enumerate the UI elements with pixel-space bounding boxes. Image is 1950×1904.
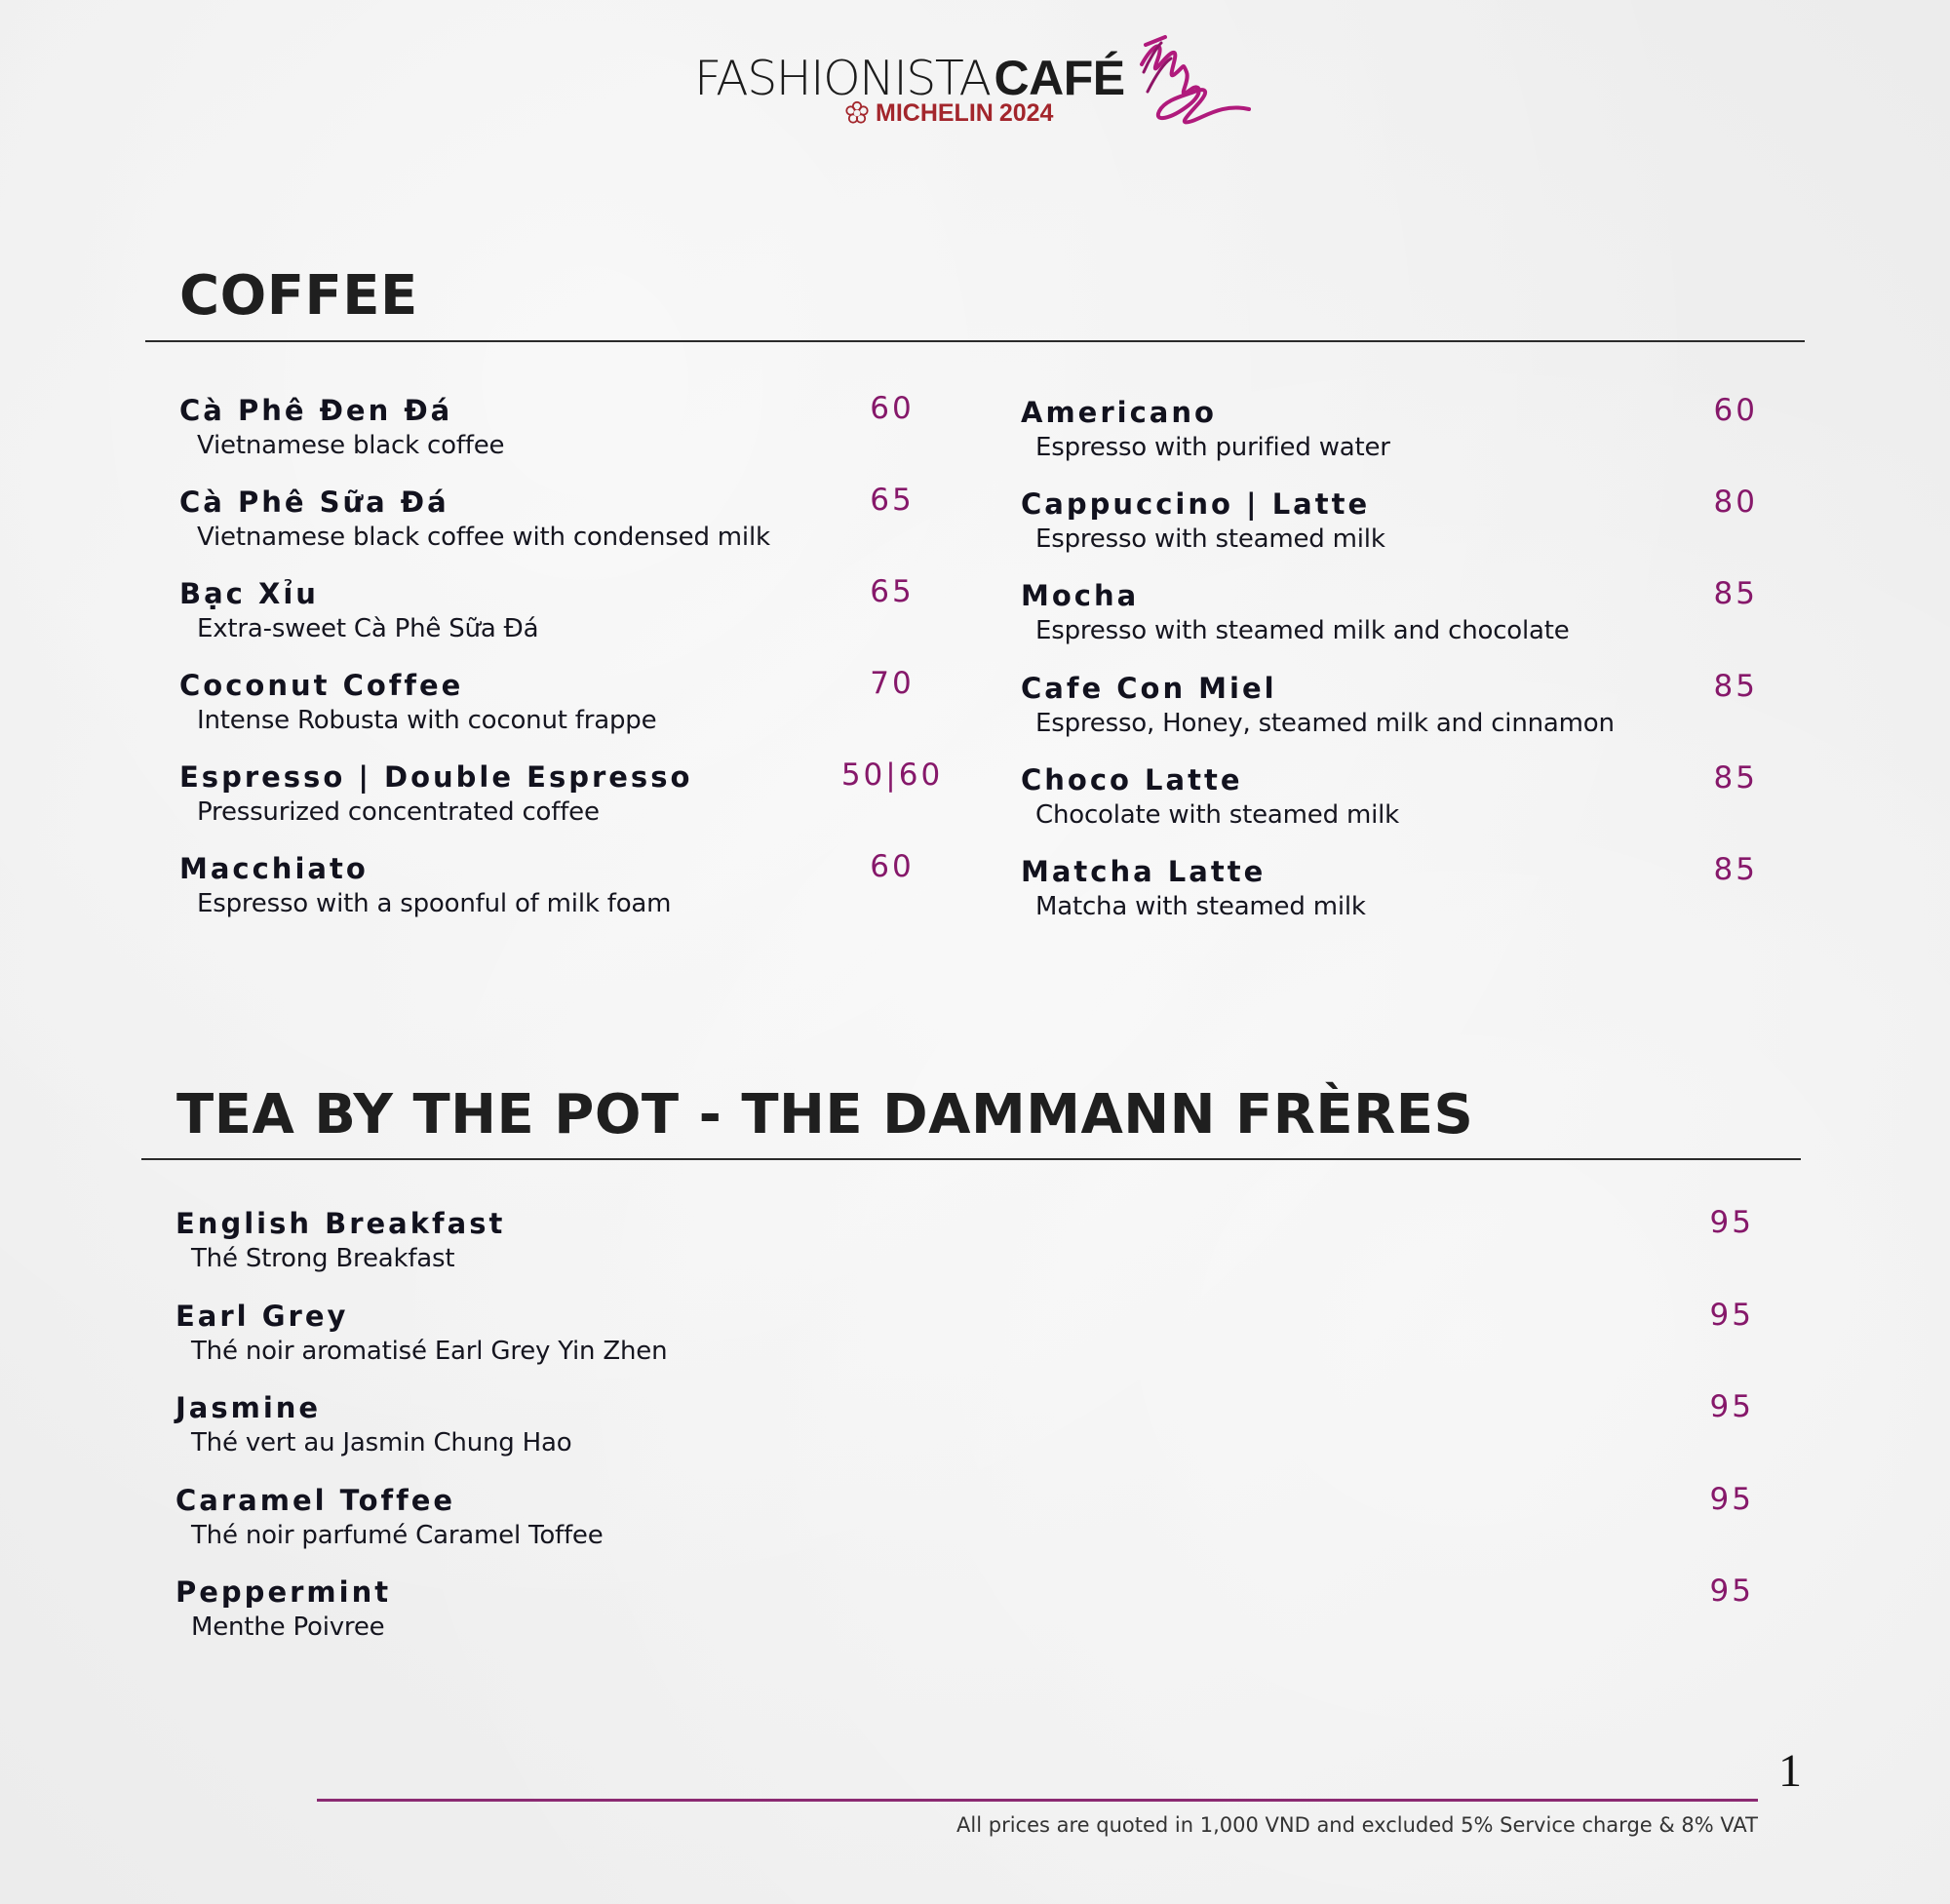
section-divider-tea xyxy=(141,1158,1801,1160)
item-description: Thé vert au Jasmin Chung Hao xyxy=(191,1428,572,1457)
item-description: Pressurized concentrated coffee xyxy=(197,797,600,827)
item-price: 60 xyxy=(870,849,915,884)
item-name: Espresso | Double Espresso xyxy=(179,760,693,794)
menu-item xyxy=(1021,855,1366,922)
menu-item xyxy=(176,1391,571,1458)
item-price: 85 xyxy=(1713,669,1758,704)
item-name: Choco Latte xyxy=(1021,763,1243,797)
item-price: 65 xyxy=(870,483,915,518)
menu-item xyxy=(1021,396,1390,463)
section-title-coffee: COFFEE xyxy=(179,264,418,328)
item-description: Vietnamese black coffee with condensed milk xyxy=(197,523,770,552)
menu-item xyxy=(179,394,504,461)
logo-name-light: FASHIONISTA xyxy=(694,51,991,106)
item-name: Caramel Toffee xyxy=(176,1484,456,1517)
michelin-year: 2024 xyxy=(998,99,1054,127)
item-price: 95 xyxy=(1709,1389,1754,1424)
item-description: Chocolate with steamed milk xyxy=(1035,800,1399,830)
item-description: Espresso, Honey, steamed milk and cinnamon xyxy=(1035,709,1615,738)
menu-item xyxy=(179,486,770,553)
item-name: Cà Phê Sữa Đá xyxy=(179,486,449,519)
item-price: 65 xyxy=(870,574,915,609)
item-price: 95 xyxy=(1709,1574,1754,1609)
item-name: Coconut Coffee xyxy=(179,669,464,702)
item-name: Cappuccino | Latte xyxy=(1021,487,1371,521)
menu-item xyxy=(176,1207,505,1274)
menu-item xyxy=(179,669,656,736)
item-description: Vietnamese black coffee xyxy=(197,431,505,460)
item-description: Thé noir aromatisé Earl Grey Yin Zhen xyxy=(191,1337,668,1366)
menu-item xyxy=(1021,672,1615,739)
menu-item xyxy=(176,1300,667,1367)
item-name: Jasmine xyxy=(176,1391,322,1424)
item-description: Matcha with steamed milk xyxy=(1035,892,1366,921)
item-price: 50|60 xyxy=(840,758,944,793)
footer-divider xyxy=(317,1799,1758,1802)
item-description: Thé noir parfumé Caramel Toffee xyxy=(191,1521,604,1550)
item-name: Americano xyxy=(1021,396,1217,429)
item-price: 70 xyxy=(870,666,915,701)
section-title-tea: TEA BY THE POT - THE DAMMANN FRÈRES xyxy=(176,1083,1474,1146)
item-price: 80 xyxy=(1713,485,1758,520)
item-description: Espresso with purified water xyxy=(1035,433,1390,462)
item-description: Thé Strong Breakfast xyxy=(191,1244,455,1273)
menu-item xyxy=(179,852,671,919)
item-name: Earl Grey xyxy=(176,1300,349,1333)
item-price: 60 xyxy=(1713,393,1758,428)
item-price: 85 xyxy=(1713,576,1758,611)
item-name: Cà Phê Đen Đá xyxy=(179,394,453,427)
section-divider-coffee xyxy=(145,340,1805,342)
item-price: 95 xyxy=(1709,1298,1754,1333)
item-name: Bạc Xỉu xyxy=(179,577,319,610)
item-price: 95 xyxy=(1709,1205,1754,1240)
item-name: English Breakfast xyxy=(176,1207,506,1240)
item-description: Espresso with a spoonful of milk foam xyxy=(197,889,672,918)
item-description: Menthe Poivree xyxy=(191,1613,385,1642)
menu-item xyxy=(1021,487,1385,555)
michelin-badge xyxy=(844,98,1053,128)
page-number: 1 xyxy=(1778,1745,1802,1797)
item-name: Mocha xyxy=(1021,579,1140,612)
item-name: Peppermint xyxy=(176,1575,392,1609)
menu-item xyxy=(179,760,692,828)
item-name: Cafe Con Miel xyxy=(1021,672,1277,705)
item-price: 85 xyxy=(1713,760,1758,796)
item-description: Extra-sweet Cà Phê Sữa Đá xyxy=(197,614,539,643)
menu-item xyxy=(176,1575,391,1643)
item-description: Intense Robusta with coconut frappe xyxy=(197,706,657,735)
scribble-icon xyxy=(1136,33,1253,140)
menu-item xyxy=(179,577,538,644)
item-description: Espresso with steamed milk and chocolate xyxy=(1035,616,1570,645)
item-name: Macchiato xyxy=(179,852,369,885)
item-price: 85 xyxy=(1713,852,1758,887)
michelin-flower-icon xyxy=(844,100,870,126)
item-name: Matcha Latte xyxy=(1021,855,1267,888)
item-price: 60 xyxy=(870,391,915,426)
menu-item xyxy=(1021,579,1570,646)
menu-item xyxy=(176,1484,604,1551)
pricing-note: All prices are quoted in 1,000 VND and excluded 5% Service charge & 8% VAT xyxy=(956,1813,1758,1837)
michelin-label: MICHELIN xyxy=(876,99,994,127)
logo-name-bold: CAFÉ xyxy=(994,51,1125,105)
item-description: Espresso with steamed milk xyxy=(1035,525,1385,554)
menu-item xyxy=(1021,763,1399,831)
item-price: 95 xyxy=(1709,1482,1754,1517)
